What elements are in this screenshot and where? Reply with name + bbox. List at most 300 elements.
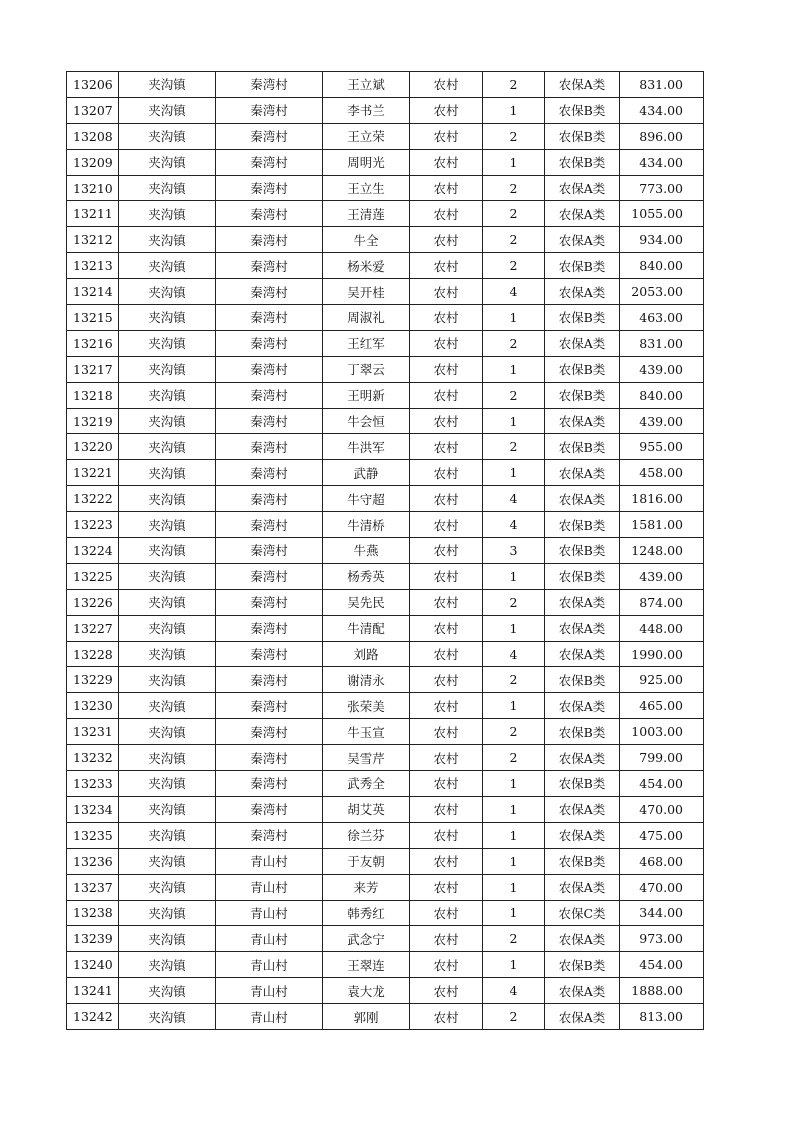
table-row xyxy=(67,667,704,693)
town-cell: 夹沟镇 xyxy=(119,97,216,123)
household-size-cell: 1 xyxy=(483,356,545,382)
village-cell: 秦湾村 xyxy=(216,796,323,822)
record-id-cell: 13211 xyxy=(67,201,119,227)
category-cell: 农村 xyxy=(410,874,483,900)
household-size-cell: 2 xyxy=(483,175,545,201)
household-size-cell: 2 xyxy=(483,330,545,356)
record-id-cell: 13207 xyxy=(67,97,119,123)
record-id-cell: 13227 xyxy=(67,615,119,641)
amount-cell: 468.00 xyxy=(620,848,704,874)
insurance-type-cell: 农保B类 xyxy=(545,563,620,589)
household-size-cell: 1 xyxy=(483,460,545,486)
insurance-type-cell: 农保B类 xyxy=(545,382,620,408)
village-cell: 秦湾村 xyxy=(216,434,323,460)
name-cell: 王红军 xyxy=(323,330,410,356)
table-row xyxy=(67,97,704,123)
table-row xyxy=(67,952,704,978)
insurance-type-cell: 农保B类 xyxy=(545,123,620,149)
town-cell: 夹沟镇 xyxy=(119,563,216,589)
amount-cell: 840.00 xyxy=(620,382,704,408)
household-size-cell: 2 xyxy=(483,72,545,98)
town-cell: 夹沟镇 xyxy=(119,874,216,900)
record-id-cell: 13225 xyxy=(67,563,119,589)
household-size-cell: 1 xyxy=(483,796,545,822)
insurance-type-cell: 农保B类 xyxy=(545,97,620,123)
amount-cell: 799.00 xyxy=(620,745,704,771)
category-cell: 农村 xyxy=(410,149,483,175)
household-size-cell: 1 xyxy=(483,848,545,874)
insurance-type-cell: 农保C类 xyxy=(545,900,620,926)
insurance-type-cell: 农保A类 xyxy=(545,175,620,201)
category-cell: 农村 xyxy=(410,486,483,512)
category-cell: 农村 xyxy=(410,745,483,771)
name-cell: 杨秀英 xyxy=(323,563,410,589)
village-cell: 秦湾村 xyxy=(216,667,323,693)
amount-cell: 448.00 xyxy=(620,615,704,641)
household-size-cell: 4 xyxy=(483,641,545,667)
name-cell: 牛玉宣 xyxy=(323,719,410,745)
table-row xyxy=(67,460,704,486)
category-cell: 农村 xyxy=(410,201,483,227)
record-id-cell: 13234 xyxy=(67,796,119,822)
table-row xyxy=(67,1004,704,1030)
insurance-type-cell: 农保B类 xyxy=(545,538,620,564)
record-id-cell: 13215 xyxy=(67,305,119,331)
household-size-cell: 1 xyxy=(483,408,545,434)
insurance-type-cell: 农保A类 xyxy=(545,745,620,771)
record-id-cell: 13219 xyxy=(67,408,119,434)
name-cell: 李书兰 xyxy=(323,97,410,123)
table-row xyxy=(67,900,704,926)
insurance-type-cell: 农保A类 xyxy=(545,330,620,356)
town-cell: 夹沟镇 xyxy=(119,641,216,667)
household-size-cell: 4 xyxy=(483,486,545,512)
insurance-type-cell: 农保A类 xyxy=(545,486,620,512)
name-cell: 牛会恒 xyxy=(323,408,410,434)
town-cell: 夹沟镇 xyxy=(119,771,216,797)
record-id-cell: 13226 xyxy=(67,589,119,615)
town-cell: 夹沟镇 xyxy=(119,330,216,356)
insurance-type-cell: 农保A类 xyxy=(545,641,620,667)
table-row xyxy=(67,305,704,331)
record-id-cell: 13224 xyxy=(67,538,119,564)
category-cell: 农村 xyxy=(410,253,483,279)
name-cell: 丁翠云 xyxy=(323,356,410,382)
household-size-cell: 3 xyxy=(483,538,545,564)
category-cell: 农村 xyxy=(410,279,483,305)
category-cell: 农村 xyxy=(410,563,483,589)
name-cell: 王清莲 xyxy=(323,201,410,227)
category-cell: 农村 xyxy=(410,926,483,952)
table-row xyxy=(67,201,704,227)
table-row xyxy=(67,589,704,615)
insurance-type-cell: 农保B类 xyxy=(545,719,620,745)
name-cell: 王立生 xyxy=(323,175,410,201)
household-size-cell: 1 xyxy=(483,874,545,900)
insurance-type-cell: 农保A类 xyxy=(545,1004,620,1030)
amount-cell: 1055.00 xyxy=(620,201,704,227)
insurance-type-cell: 农保A类 xyxy=(545,227,620,253)
village-cell: 秦湾村 xyxy=(216,123,323,149)
household-size-cell: 1 xyxy=(483,305,545,331)
village-cell: 秦湾村 xyxy=(216,253,323,279)
household-size-cell: 4 xyxy=(483,512,545,538)
record-id-cell: 13220 xyxy=(67,434,119,460)
amount-cell: 973.00 xyxy=(620,926,704,952)
town-cell: 夹沟镇 xyxy=(119,719,216,745)
town-cell: 夹沟镇 xyxy=(119,667,216,693)
name-cell: 牛清桥 xyxy=(323,512,410,538)
amount-cell: 454.00 xyxy=(620,771,704,797)
record-id-cell: 13216 xyxy=(67,330,119,356)
town-cell: 夹沟镇 xyxy=(119,486,216,512)
amount-cell: 773.00 xyxy=(620,175,704,201)
category-cell: 农村 xyxy=(410,123,483,149)
insurance-type-cell: 农保A类 xyxy=(545,72,620,98)
town-cell: 夹沟镇 xyxy=(119,538,216,564)
table-row xyxy=(67,874,704,900)
amount-cell: 1003.00 xyxy=(620,719,704,745)
category-cell: 农村 xyxy=(410,822,483,848)
household-size-cell: 2 xyxy=(483,201,545,227)
town-cell: 夹沟镇 xyxy=(119,615,216,641)
household-size-cell: 1 xyxy=(483,97,545,123)
insurance-type-cell: 农保B类 xyxy=(545,434,620,460)
village-cell: 秦湾村 xyxy=(216,589,323,615)
village-cell: 青山村 xyxy=(216,900,323,926)
table-row xyxy=(67,796,704,822)
town-cell: 夹沟镇 xyxy=(119,460,216,486)
name-cell: 徐兰芬 xyxy=(323,822,410,848)
records-table xyxy=(66,71,704,1030)
name-cell: 袁大龙 xyxy=(323,978,410,1004)
category-cell: 农村 xyxy=(410,512,483,538)
household-size-cell: 2 xyxy=(483,434,545,460)
insurance-type-cell: 农保A类 xyxy=(545,279,620,305)
table-row xyxy=(67,719,704,745)
town-cell: 夹沟镇 xyxy=(119,382,216,408)
village-cell: 秦湾村 xyxy=(216,641,323,667)
insurance-type-cell: 农保A类 xyxy=(545,978,620,1004)
name-cell: 牛燕 xyxy=(323,538,410,564)
table-row xyxy=(67,978,704,1004)
village-cell: 青山村 xyxy=(216,952,323,978)
category-cell: 农村 xyxy=(410,72,483,98)
household-size-cell: 2 xyxy=(483,253,545,279)
name-cell: 韩秀红 xyxy=(323,900,410,926)
record-id-cell: 13230 xyxy=(67,693,119,719)
name-cell: 王立斌 xyxy=(323,72,410,98)
record-id-cell: 13235 xyxy=(67,822,119,848)
amount-cell: 840.00 xyxy=(620,253,704,279)
household-size-cell: 4 xyxy=(483,279,545,305)
amount-cell: 344.00 xyxy=(620,900,704,926)
insurance-type-cell: 农保A类 xyxy=(545,201,620,227)
amount-cell: 463.00 xyxy=(620,305,704,331)
name-cell: 杨米爱 xyxy=(323,253,410,279)
record-id-cell: 13236 xyxy=(67,848,119,874)
table-row xyxy=(67,382,704,408)
town-cell: 夹沟镇 xyxy=(119,926,216,952)
household-size-cell: 2 xyxy=(483,719,545,745)
name-cell: 胡艾英 xyxy=(323,796,410,822)
table-row xyxy=(67,848,704,874)
category-cell: 农村 xyxy=(410,1004,483,1030)
insurance-type-cell: 农保B类 xyxy=(545,356,620,382)
household-size-cell: 1 xyxy=(483,952,545,978)
category-cell: 农村 xyxy=(410,305,483,331)
category-cell: 农村 xyxy=(410,356,483,382)
village-cell: 秦湾村 xyxy=(216,615,323,641)
village-cell: 秦湾村 xyxy=(216,97,323,123)
record-id-cell: 13218 xyxy=(67,382,119,408)
category-cell: 农村 xyxy=(410,382,483,408)
amount-cell: 1248.00 xyxy=(620,538,704,564)
village-cell: 秦湾村 xyxy=(216,460,323,486)
category-cell: 农村 xyxy=(410,771,483,797)
town-cell: 夹沟镇 xyxy=(119,434,216,460)
table-row xyxy=(67,356,704,382)
record-id-cell: 13241 xyxy=(67,978,119,1004)
name-cell: 周淑礼 xyxy=(323,305,410,331)
category-cell: 农村 xyxy=(410,408,483,434)
amount-cell: 831.00 xyxy=(620,330,704,356)
household-size-cell: 1 xyxy=(483,822,545,848)
amount-cell: 934.00 xyxy=(620,227,704,253)
amount-cell: 955.00 xyxy=(620,434,704,460)
household-size-cell: 1 xyxy=(483,771,545,797)
village-cell: 秦湾村 xyxy=(216,305,323,331)
village-cell: 秦湾村 xyxy=(216,693,323,719)
village-cell: 秦湾村 xyxy=(216,771,323,797)
record-id-cell: 13221 xyxy=(67,460,119,486)
town-cell: 夹沟镇 xyxy=(119,149,216,175)
village-cell: 秦湾村 xyxy=(216,330,323,356)
town-cell: 夹沟镇 xyxy=(119,253,216,279)
household-size-cell: 2 xyxy=(483,1004,545,1030)
amount-cell: 896.00 xyxy=(620,123,704,149)
insurance-type-cell: 农保A类 xyxy=(545,822,620,848)
household-size-cell: 2 xyxy=(483,589,545,615)
village-cell: 秦湾村 xyxy=(216,356,323,382)
town-cell: 夹沟镇 xyxy=(119,72,216,98)
household-size-cell: 1 xyxy=(483,900,545,926)
amount-cell: 434.00 xyxy=(620,97,704,123)
category-cell: 农村 xyxy=(410,667,483,693)
insurance-type-cell: 农保A类 xyxy=(545,796,620,822)
category-cell: 农村 xyxy=(410,719,483,745)
amount-cell: 439.00 xyxy=(620,563,704,589)
amount-cell: 831.00 xyxy=(620,72,704,98)
household-size-cell: 2 xyxy=(483,227,545,253)
town-cell: 夹沟镇 xyxy=(119,123,216,149)
town-cell: 夹沟镇 xyxy=(119,900,216,926)
household-size-cell: 1 xyxy=(483,563,545,589)
village-cell: 秦湾村 xyxy=(216,486,323,512)
record-id-cell: 13233 xyxy=(67,771,119,797)
town-cell: 夹沟镇 xyxy=(119,408,216,434)
name-cell: 牛守超 xyxy=(323,486,410,512)
town-cell: 夹沟镇 xyxy=(119,201,216,227)
name-cell: 吴先民 xyxy=(323,589,410,615)
amount-cell: 458.00 xyxy=(620,460,704,486)
household-size-cell: 2 xyxy=(483,745,545,771)
table-row xyxy=(67,72,704,98)
insurance-type-cell: 农保B类 xyxy=(545,848,620,874)
insurance-type-cell: 农保B类 xyxy=(545,952,620,978)
category-cell: 农村 xyxy=(410,615,483,641)
household-size-cell: 1 xyxy=(483,615,545,641)
record-id-cell: 13229 xyxy=(67,667,119,693)
town-cell: 夹沟镇 xyxy=(119,512,216,538)
table-row xyxy=(67,434,704,460)
insurance-type-cell: 农保A类 xyxy=(545,693,620,719)
amount-cell: 925.00 xyxy=(620,667,704,693)
table-row xyxy=(67,693,704,719)
town-cell: 夹沟镇 xyxy=(119,978,216,1004)
category-cell: 农村 xyxy=(410,97,483,123)
table-row xyxy=(67,123,704,149)
amount-cell: 813.00 xyxy=(620,1004,704,1030)
table-row xyxy=(67,408,704,434)
record-id-cell: 13213 xyxy=(67,253,119,279)
category-cell: 农村 xyxy=(410,952,483,978)
amount-cell: 1816.00 xyxy=(620,486,704,512)
name-cell: 吴雪芹 xyxy=(323,745,410,771)
town-cell: 夹沟镇 xyxy=(119,745,216,771)
household-size-cell: 1 xyxy=(483,693,545,719)
table-row xyxy=(67,745,704,771)
name-cell: 吴开桂 xyxy=(323,279,410,305)
table-row xyxy=(67,330,704,356)
name-cell: 郭刚 xyxy=(323,1004,410,1030)
table-row xyxy=(67,563,704,589)
category-cell: 农村 xyxy=(410,900,483,926)
record-id-cell: 13208 xyxy=(67,123,119,149)
village-cell: 秦湾村 xyxy=(216,822,323,848)
table-row xyxy=(67,149,704,175)
amount-cell: 475.00 xyxy=(620,822,704,848)
table-row xyxy=(67,227,704,253)
name-cell: 于友朝 xyxy=(323,848,410,874)
name-cell: 王立荣 xyxy=(323,123,410,149)
category-cell: 农村 xyxy=(410,434,483,460)
village-cell: 秦湾村 xyxy=(216,72,323,98)
name-cell: 牛洪军 xyxy=(323,434,410,460)
table-row xyxy=(67,253,704,279)
amount-cell: 465.00 xyxy=(620,693,704,719)
village-cell: 青山村 xyxy=(216,978,323,1004)
record-id-cell: 13232 xyxy=(67,745,119,771)
amount-cell: 1990.00 xyxy=(620,641,704,667)
insurance-type-cell: 农保B类 xyxy=(545,149,620,175)
category-cell: 农村 xyxy=(410,589,483,615)
record-id-cell: 13222 xyxy=(67,486,119,512)
town-cell: 夹沟镇 xyxy=(119,175,216,201)
name-cell: 牛清配 xyxy=(323,615,410,641)
household-size-cell: 2 xyxy=(483,123,545,149)
village-cell: 青山村 xyxy=(216,1004,323,1030)
table-row xyxy=(67,641,704,667)
village-cell: 秦湾村 xyxy=(216,201,323,227)
insurance-type-cell: 农保B类 xyxy=(545,512,620,538)
amount-cell: 454.00 xyxy=(620,952,704,978)
table-row xyxy=(67,926,704,952)
insurance-type-cell: 农保A类 xyxy=(545,926,620,952)
amount-cell: 439.00 xyxy=(620,408,704,434)
name-cell: 周明光 xyxy=(323,149,410,175)
record-id-cell: 13206 xyxy=(67,72,119,98)
table-row xyxy=(67,538,704,564)
record-id-cell: 13217 xyxy=(67,356,119,382)
insurance-type-cell: 农保B类 xyxy=(545,771,620,797)
record-id-cell: 13209 xyxy=(67,149,119,175)
record-id-cell: 13242 xyxy=(67,1004,119,1030)
name-cell: 武念宁 xyxy=(323,926,410,952)
town-cell: 夹沟镇 xyxy=(119,848,216,874)
town-cell: 夹沟镇 xyxy=(119,1004,216,1030)
insurance-type-cell: 农保B类 xyxy=(545,253,620,279)
amount-cell: 2053.00 xyxy=(620,279,704,305)
insurance-type-cell: 农保A类 xyxy=(545,408,620,434)
amount-cell: 1888.00 xyxy=(620,978,704,1004)
category-cell: 农村 xyxy=(410,227,483,253)
household-size-cell: 2 xyxy=(483,382,545,408)
village-cell: 秦湾村 xyxy=(216,745,323,771)
category-cell: 农村 xyxy=(410,330,483,356)
village-cell: 青山村 xyxy=(216,926,323,952)
record-id-cell: 13223 xyxy=(67,512,119,538)
amount-cell: 470.00 xyxy=(620,874,704,900)
insurance-type-cell: 农保A类 xyxy=(545,589,620,615)
name-cell: 王明新 xyxy=(323,382,410,408)
town-cell: 夹沟镇 xyxy=(119,693,216,719)
household-size-cell: 4 xyxy=(483,978,545,1004)
amount-cell: 470.00 xyxy=(620,796,704,822)
insurance-type-cell: 农保A类 xyxy=(545,874,620,900)
table-row xyxy=(67,486,704,512)
record-id-cell: 13240 xyxy=(67,952,119,978)
record-id-cell: 13231 xyxy=(67,719,119,745)
town-cell: 夹沟镇 xyxy=(119,305,216,331)
village-cell: 秦湾村 xyxy=(216,175,323,201)
household-size-cell: 2 xyxy=(483,667,545,693)
village-cell: 秦湾村 xyxy=(216,719,323,745)
category-cell: 农村 xyxy=(410,796,483,822)
category-cell: 农村 xyxy=(410,693,483,719)
name-cell: 牛全 xyxy=(323,227,410,253)
insurance-type-cell: 农保B类 xyxy=(545,667,620,693)
town-cell: 夹沟镇 xyxy=(119,279,216,305)
amount-cell: 1581.00 xyxy=(620,512,704,538)
category-cell: 农村 xyxy=(410,175,483,201)
name-cell: 来芳 xyxy=(323,874,410,900)
record-id-cell: 13237 xyxy=(67,874,119,900)
category-cell: 农村 xyxy=(410,848,483,874)
record-id-cell: 13212 xyxy=(67,227,119,253)
table-row xyxy=(67,279,704,305)
amount-cell: 434.00 xyxy=(620,149,704,175)
record-id-cell: 13238 xyxy=(67,900,119,926)
table-row xyxy=(67,512,704,538)
village-cell: 秦湾村 xyxy=(216,149,323,175)
village-cell: 秦湾村 xyxy=(216,279,323,305)
category-cell: 农村 xyxy=(410,641,483,667)
record-id-cell: 13210 xyxy=(67,175,119,201)
table-row xyxy=(67,822,704,848)
town-cell: 夹沟镇 xyxy=(119,796,216,822)
village-cell: 秦湾村 xyxy=(216,512,323,538)
